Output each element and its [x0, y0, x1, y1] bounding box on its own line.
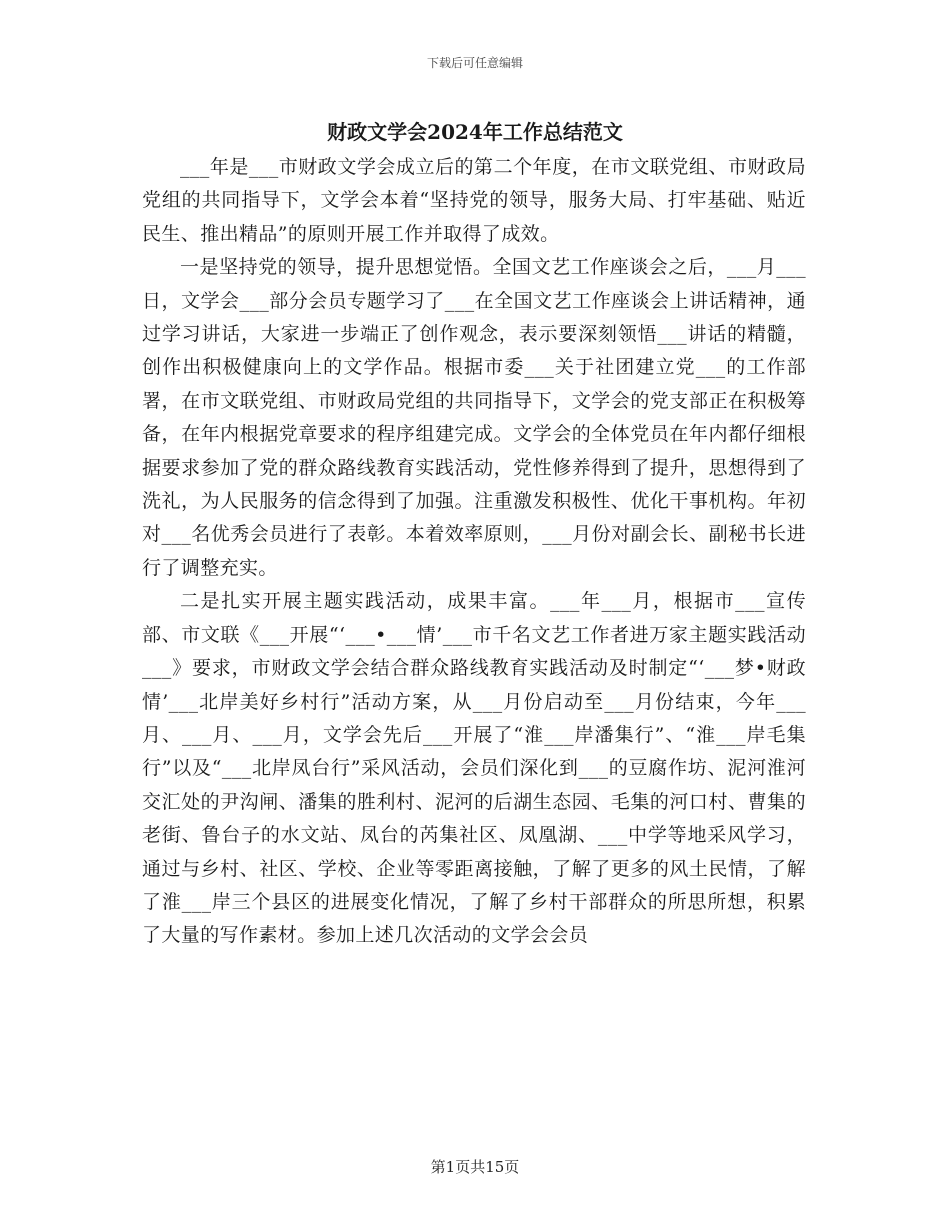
document-title: 财政文学会2024年工作总结范文 — [327, 120, 623, 144]
page-header-note: 下载后可任意编辑 — [426, 56, 523, 70]
document-body — [142, 151, 806, 953]
page-indicator: 第1页共15页 — [430, 1158, 520, 1176]
paragraph-theme-activities: 二是扎实开展主题实践活动，成果丰富。___年___月，根据市___宣传部、市文联《___开展“‘___•___情’___市千名文艺工作者进万家主题实践活动___》要求，市财政文学会结合群众路线教育实践活动及时制定“‘___梦•财政情’___北岸美好乡村行”活动方案，从___月份启动至___月份结束，今年___月、___月、___月，文学会先后___开展了“淮___岸潘集行”、“淮___岸毛集行”以及“___北岸凤台行”采风活动，会员们深化到___的豆腐作坊、泥河淮河交汇处的尹沟闸、潘集的胜利村、泥河的后湖生态园、毛集的河口村、曹集的老街、鲁台子的水文站、凤台的芮集社区、凤凰湖、___中学等地采风学习，通过与乡村、社区、学校、企业等零距离接触，了解了更多的风土民情，了解了淮___岸三个县区的进展变化情况，了解了乡村干部群众的所思所想，积累了大量的写作素材。参加上述几次活动的文学会会员 — [142, 590, 806, 947]
paragraph-party-leadership: 一是坚持党的领导，提升思想觉悟。全国文艺工作座谈会之后，___月___日，文学会___部分会员专题学习了___在全国文艺工作座谈会上讲话精神，通过学习讲话，大家进一步端正了创作观念，表示要深刻领悟___讲话的精髓，创作出积极健康向上的文学作品。根据市委___关于社团建立党___的工作部署，在市文联党组、市财政局党组的共同指导下，文学会的党支部正在积极筹备，在年内根据党章要求的程序组建完成。文学会的全体党员在年内都仔细根据要求参加了党的群众路线教育实践活动，党性修养得到了提升，思想得到了洗礼，为人民服务的信念得到了加强。注重激发积极性、优化干事机构。年初对___名优秀会员进行了表彰。本着效率原则，___月份对副会长、副秘书长进行了调整充实。 — [142, 256, 806, 579]
paragraph-intro: ___年是___市财政文学会成立后的第二个年度，在市文联党组、市财政局党组的共同指导下，文学会本着“坚持党的领导，服务大局、打牢基础、贴近民生、推出精品”的原则开展工作并取得了成效。 — [142, 156, 806, 245]
